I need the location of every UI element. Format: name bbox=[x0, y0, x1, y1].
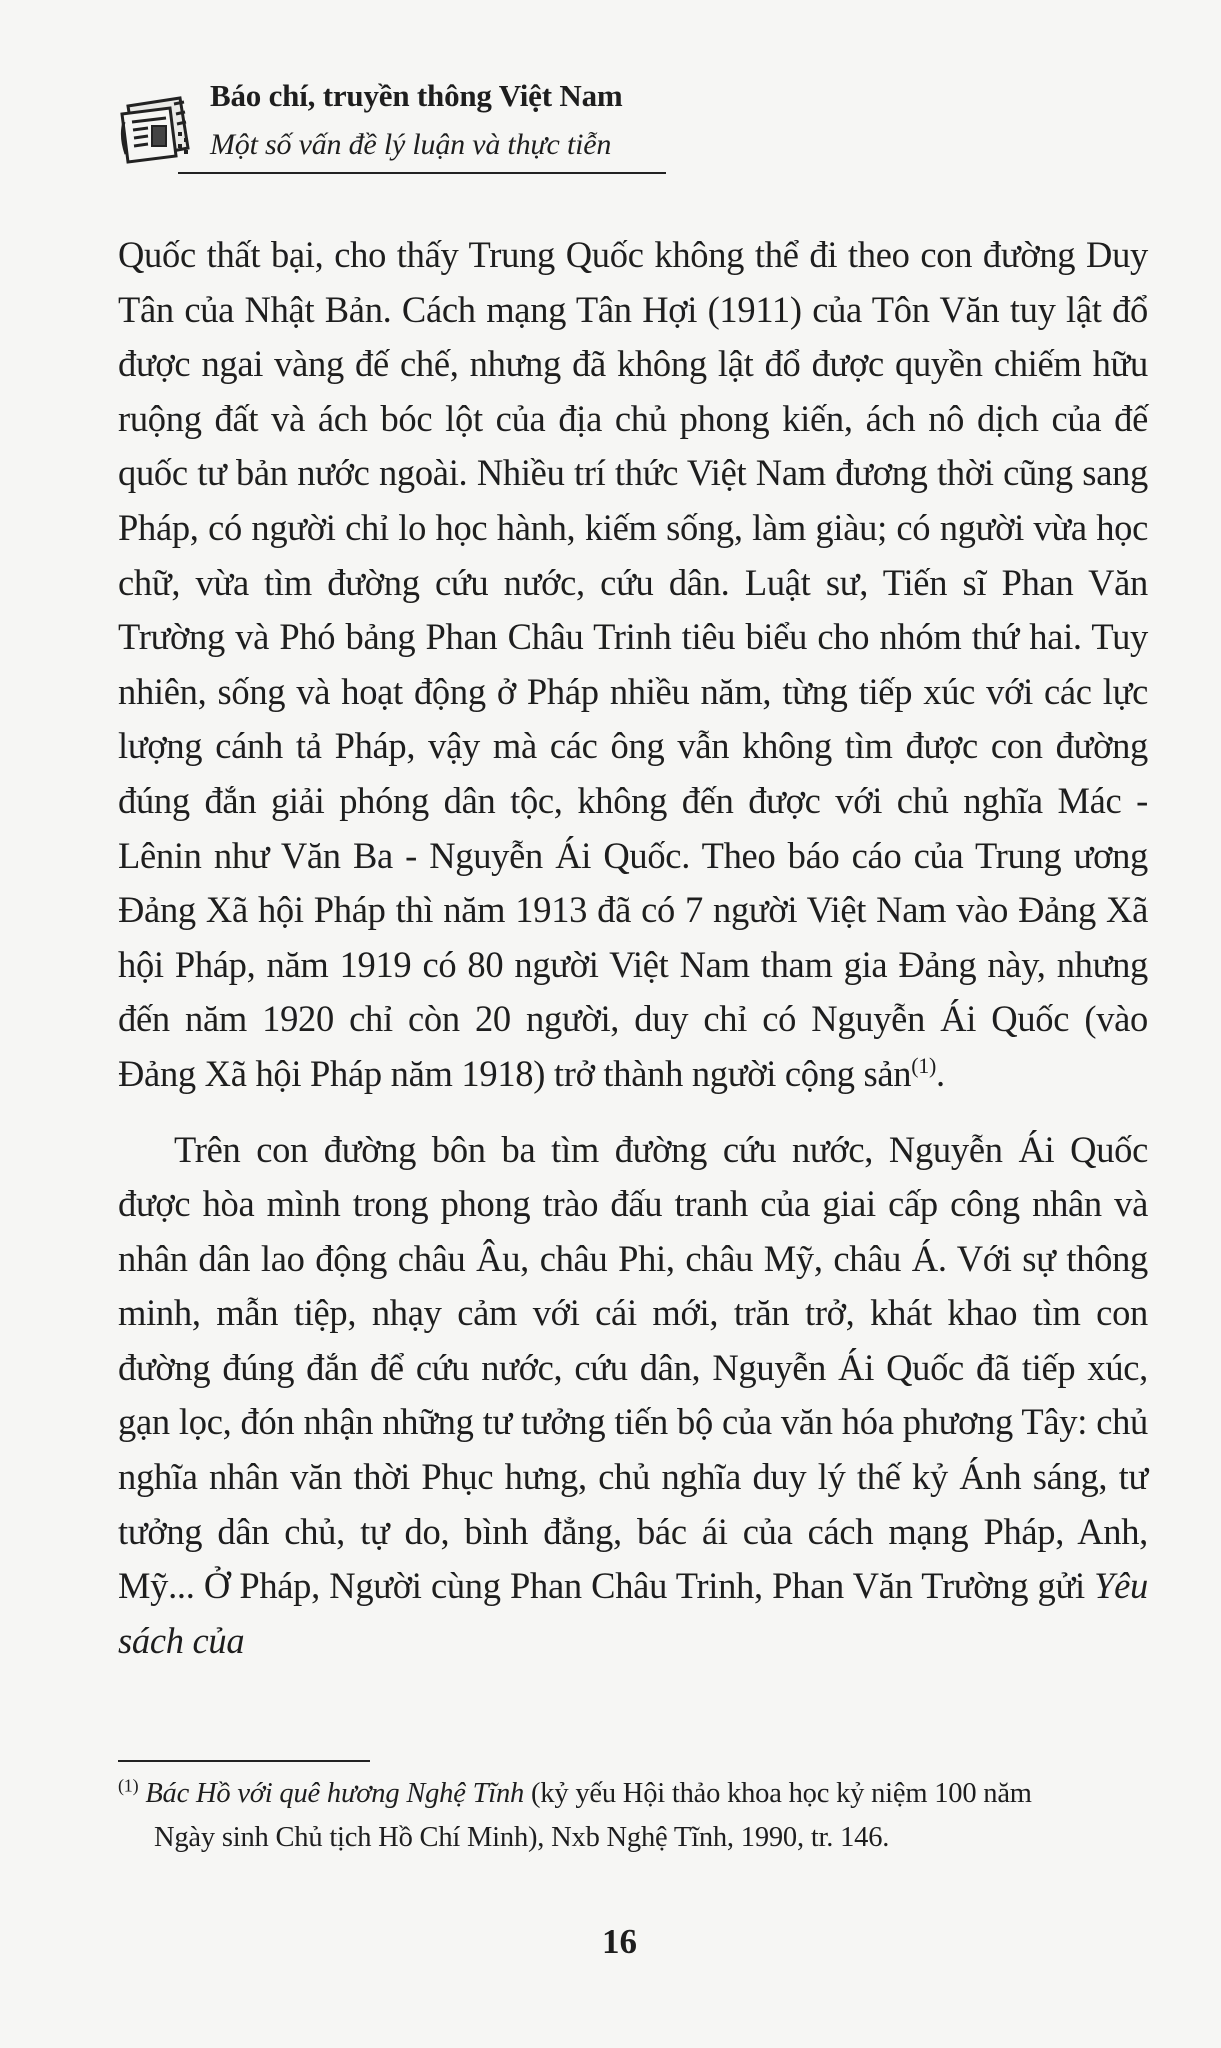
paragraph bbox=[118, 228, 1148, 1102]
header-subtitle: Một số vấn đề lý luận và thực tiễn bbox=[210, 128, 612, 161]
main-text bbox=[118, 228, 1148, 1668]
paragraph-end: . bbox=[936, 1052, 945, 1094]
footnote bbox=[118, 1772, 1148, 1860]
footnote-text: (kỷ yếu Hội thảo khoa học kỷ niệm 100 năm bbox=[524, 1778, 1032, 1809]
footnote-title: Bác Hồ với quê hương Nghệ Tĩnh bbox=[145, 1778, 525, 1809]
footnote-divider bbox=[118, 1760, 370, 1762]
paragraph bbox=[118, 1123, 1148, 1669]
footnote-line bbox=[118, 1772, 1148, 1816]
footnote-reference[interactable]: (1) bbox=[911, 1052, 936, 1078]
newspaper-icon bbox=[118, 92, 198, 164]
running-header bbox=[118, 62, 670, 177]
paragraph-italic-text: Yêu sách của bbox=[118, 1565, 1148, 1661]
header-divider bbox=[178, 172, 666, 174]
footnote-mark: (1) bbox=[118, 1775, 139, 1796]
page-number: 16 bbox=[602, 1922, 637, 1961]
paragraph-text: Quốc thất bại, cho thấy Trung Quốc không thể đi theo con đường Duy Tân của Nhật Bản. Cách mạng Tân Hợi (1911) của Tôn Văn tuy lật đổ được ngai vàng đế chế, nhưng đã không lật đổ được quyền chiếm hữu ruộng đất và ách bóc lột của địa chủ phong kiến, ách nô dịch của đế quốc tư bản nước ngoài. Nhiều trí thức Việt Nam đương thời cũng sang Pháp, có người chỉ lo học hành, kiếm sống, làm giàu; có người vừa học chữ, vừa tìm đường cứu nước, cứu dân. Luật sư, Tiến sĩ Phan Văn Trường và Phó bảng Phan Châu Trinh tiêu biểu cho nhóm thứ hai. Tuy nhiên, sống và hoạt động ở Pháp nhiều năm, từng tiếp xúc với các lực lượng cánh tả Pháp, vậy mà các ông vẫn không tìm được con đường đúng đắn giải phóng dân tộc, không đến được với chủ nghĩa Mác - Lênin như Văn Ba - Nguyễn Ái Quốc. Theo báo cáo của Trung ương Đảng Xã hội Pháp thì năm 1913 đã có 7 người Việt Nam vào Đảng Xã hội Pháp, năm 1919 có 80 người Việt Nam tham gia Đảng này, nhưng đến năm 1920 chỉ còn 20 người, duy chỉ có Nguyễn Ái Quốc (vào Đảng Xã hội Pháp năm 1918) trở thành người cộng sản bbox=[118, 234, 1148, 1094]
footnote-line: Ngày sinh Chủ tịch Hồ Chí Minh), Nxb Nghệ Tĩnh, 1990, tr. 146. bbox=[154, 1822, 890, 1853]
header-title: Báo chí, truyền thông Việt Nam bbox=[210, 78, 623, 113]
paragraph-text: Trên con đường bôn ba tìm đường cứu nước, Nguyễn Ái Quốc được hòa mình trong phong trào đấu tranh của giai cấp công nhân và nhân dân lao động châu Âu, châu Phi, châu Mỹ, châu Á. Với sự thông minh, mẫn tiệp, nhạy cảm với cái mới, trăn trở, khát khao tìm con đường đúng đắn để cứu nước, cứu dân, Nguyễn Ái Quốc đã tiếp xúc, gạn lọc, đón nhận những tư tưởng tiến bộ của văn hóa phương Tây: chủ nghĩa nhân văn thời Phục hưng, chủ nghĩa duy lý thế kỷ Ánh sáng, tư tưởng dân chủ, tự do, bình đẳng, bác ái của cách mạng Pháp, Anh, Mỹ... Ở Pháp, Người cùng Phan Châu Trinh, Phan Văn Trường gửi bbox=[118, 1128, 1148, 1607]
